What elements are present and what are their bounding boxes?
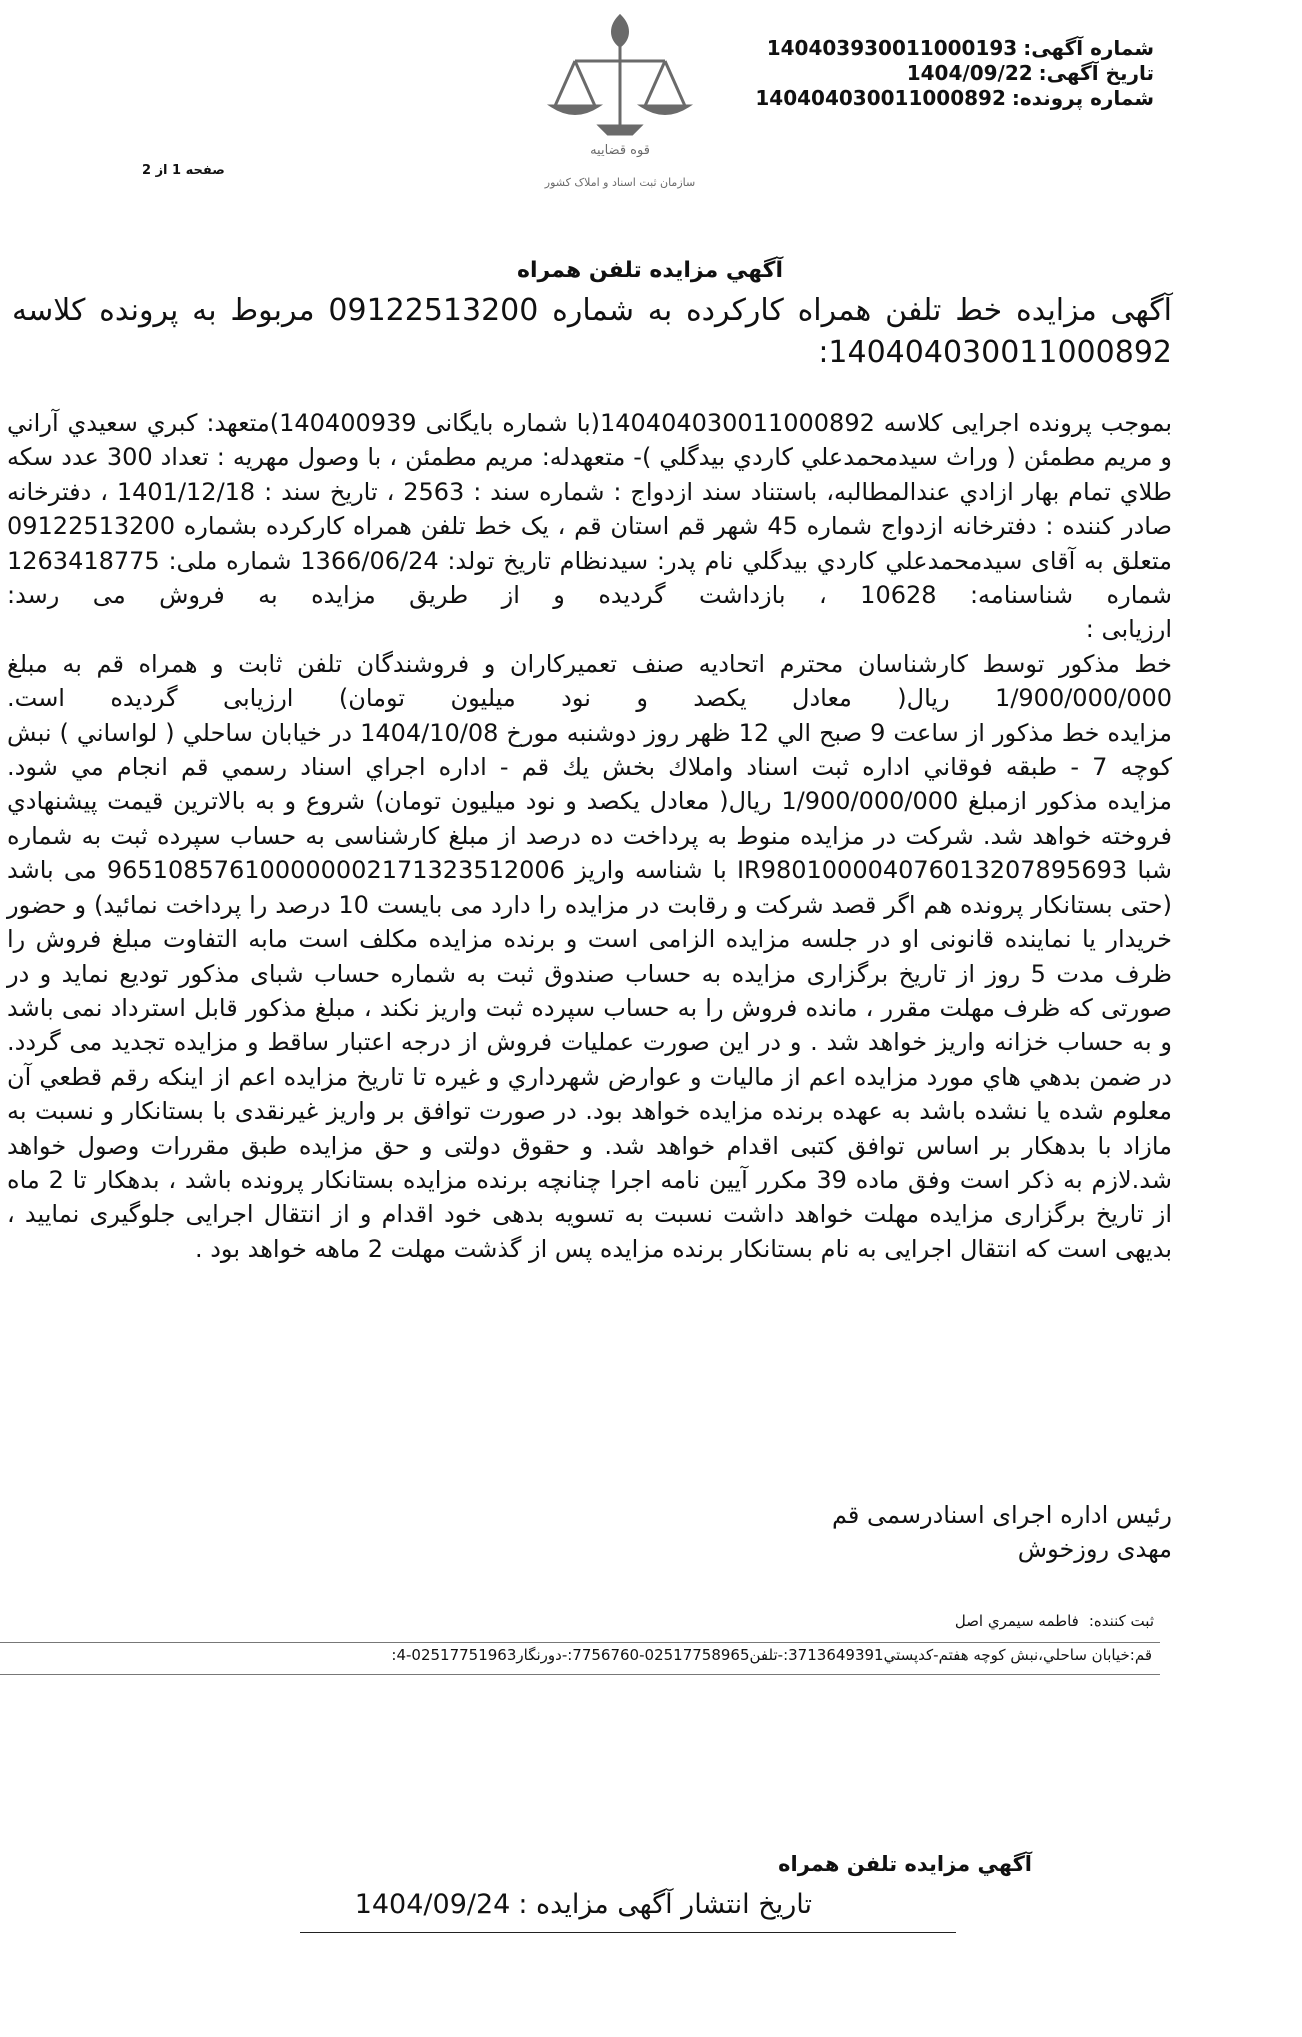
body-paragraph-evaluation-heading: ارزیابی :	[1085, 615, 1172, 644]
registrar-label: ثبت كننده:	[1088, 1612, 1154, 1630]
footer-divider-bottom	[0, 1674, 1160, 1675]
publish-underline	[300, 1932, 956, 1933]
registrar-line	[955, 1612, 1154, 1630]
signature-name: مهدی روزخوش	[1017, 1535, 1172, 1564]
publish-date-value: 1404/09/24	[354, 1889, 511, 1920]
registrar-name: فاطمه سيمري اصل	[954, 1612, 1079, 1630]
emblem-text-judiciary: قوه قضاییه	[590, 143, 650, 158]
body-paragraph-auction-time: مزايده خط مذكور از ساعت 9 صبح الي 12 ظهر روز دوشنبه مورخ 1404/10/08 در خيابان ساحلي ( لواساني ) نبش كوچه 7 - طبقه فوقاني اداره ثبت اسناد واملاك بخش يك قم - اداره اجراي اسناد رسمي قم انجام مي شود.	[7, 718, 1173, 782]
page-count: صفحه 1 از 2	[142, 163, 225, 178]
publish-date-line	[355, 1889, 812, 1920]
ad-date-line	[907, 61, 1154, 85]
body-paragraph-case: بموجب پرونده اجرایی کلاسه 140404030011000892(با شماره بایگانی 140400939)متعهد: کبري سعيدي آراني و مريم مطمئن ( وراث سيدمحمدعلي كاردي بيدگلي )- متعهدله: مريم مطمئن ، با وصول مهريه : تعداد 300 عدد سكه طلاي تمام بهار ازادي عندالمطالبه، باستناد سند ازدواج : شماره سند : 2563 ، تاریخ سند : 1401/12/18 ، دفترخانه صادر کننده : دفترخانه ازدواج شماره 45 شهر قم استان قم ، یک خط تلفن همراه کارکرده بشماره 09122513200 متعلق به آقای سیدمحمدعلي كاردي بيدگلي نام پدر: سیدنظام تاریخ تولد: 1366/06/24 شماره ملی: 1263418775 شماره شناسنامه: 10628 ، بازداشت گردیده و از طریق مزایده به فروش می رسد:	[7, 409, 1173, 610]
signature-title: رئیس اداره اجرای اسنادرسمی قم	[831, 1501, 1172, 1529]
document-body	[7, 406, 1172, 1266]
body-paragraph-auction-terms: مزایده مذکور ازمبلغ 1/900/000/000 ریال( معادل یکصد و نود میلیون تومان) شروع و به بالاترین قیمت پیشنهادي فروخته خواهد شد. شرکت در مزایده منوط به پرداخت ده درصد از مبلغ کارشناسی به حساب سپرده ثبت به شماره شبا IR980100004076013207895693 با شناسه واریز 965108576100000002171323512006 می باشد (حتی بستانکار پرونده هم اگر قصد شرکت و رقابت در مزایده را دارد می بایست 10 درصد را پرداخت نمائید) و حضور خریدار یا نماینده قانونی او در جلسه مزایده الزامی است و برنده مزایده مکلف است مابه التفاوت مبلغ فروش را ظرف مدت 5 روز از تاریخ برگزاری مزایده به حساب صندوق ثبت به شماره حساب شبای مذکور تودیع نماید و در صورتی که ظرف مهلت مقرر ، مانده فروش را به حساب سپرده ثبت واریز نکند ، مبلغ مذکور قابل استرداد نمی باشد و به حساب خزانه واریز خواهد شد . و در این صورت عملیات فروش از درجه اعتبار ساقط و مزایده تجدید می گردد. در ضمن بدهي هاي مورد مزايده اعم از ماليات و عوارض شهرداري و غيره تا تاريخ مزايده اعم از اينكه رقم قطعي آن معلوم شده يا نشده باشد به عهده برنده مزايده خواهد بود. در صورت توافق بر واریز غیرنقدی با بستانکار و نسبت به مازاد با بدهکار بر اساس توافق کتبی اقدام خواهد شد. و حقوق دولتی و حق مزایده طبق مقررات وصول خواهد شد.لازم به ذکر است وفق ماده 39 مکرر آیین نامه اجرا چنانچه برنده مزایده بستانکار پرونده باشد ، بدهکار تا 2 ماه از تاریخ برگزاری مزایده مهلت خواهد داشت نسبت به تسویه بدهی خود اقدام و از انتقال اجرایی جلوگیری نمایید ، بدیهی است که انتقال اجرایی به نام بستانکار برنده مزایده پس از گذشت مهلت 2 ماهه خواهد بود .	[7, 787, 1173, 1263]
bottom-title: آگهي مزايده تلفن همراه	[778, 1852, 1032, 1876]
office-address: قم:خيابان ساحلي،نبش كوچه هفتم-كدپستي3713649391:-تلفن02517758965-7756760:-دورنگار02517751963-4:	[391, 1646, 1152, 1664]
case-number-value: 140404030011000892	[755, 86, 1006, 110]
footer-divider-top	[0, 1642, 1160, 1643]
ad-date-value: 1404/09/22	[906, 61, 1033, 85]
document-title: آگهي مزايده تلفن همراه	[517, 258, 783, 283]
case-number-label: شماره پرونده:	[1011, 86, 1154, 110]
ad-number-line	[767, 36, 1154, 60]
ad-date-label: تاریخ آگهی:	[1038, 61, 1154, 85]
ad-number-value: 140403930011000193	[766, 36, 1018, 60]
case-number-line	[755, 86, 1154, 110]
signature-block	[832, 1498, 1172, 1567]
document-subject: آگهی مزایده خط تلفن همراه کارکرده به شماره 09122513200 مربوط به پرونده کلاسه 140404030011000892:	[12, 293, 1172, 370]
judiciary-emblem-icon	[540, 6, 700, 211]
ad-number-label: شماره آگهی:	[1023, 36, 1154, 60]
publish-date-label: تاریخ انتشار آگهی مزایده :	[518, 1889, 812, 1920]
emblem-text-organization: سازمان ثبت اسناد و املاک کشور	[544, 176, 696, 189]
body-paragraph-evaluation: خط مذکور توسط کارشناسان محترم اتحادیه صنف تعمیرکاران و فروشندگان تلفن ثابت و همراه قم به مبلغ 1/900/000/000 ریال( معادل یکصد و نود میلیون تومان) ارزیابی گردیده است.	[7, 649, 1172, 713]
